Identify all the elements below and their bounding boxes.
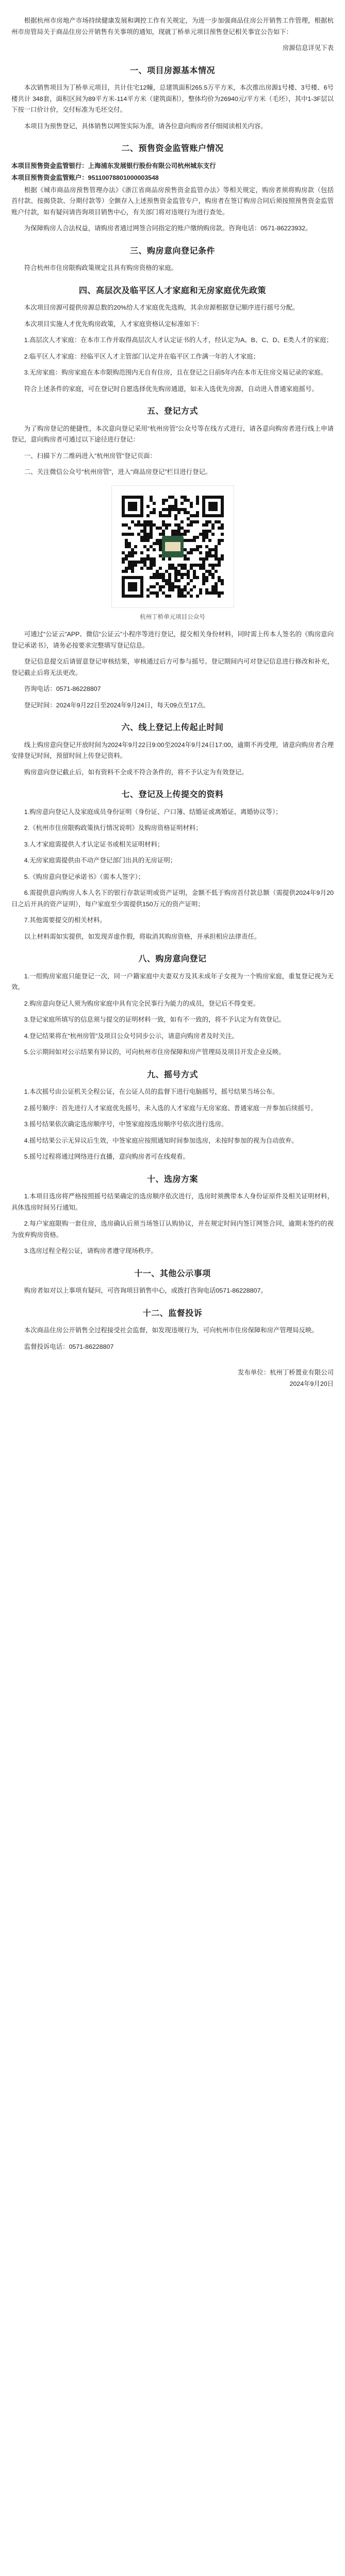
paragraph: 2.《杭州市住房限购政策执行情况说明》及购房资格证明材料； <box>24 824 202 832</box>
paragraph: 1.高层次人才家庭：在本市工作并取得高层次人才认定证书的人才，经认定为A、B、C、D、E类人才的家庭； <box>24 336 333 344</box>
paragraph: 1.购房意向登记人及家庭成员身份证明（身份证、户口簿、结婚证或离婚证、离婚协议等）； <box>24 808 282 816</box>
paragraph: 根据《城市商品房预售管理办法》《浙江省商品房预售资金监管办法》等相关规定，购房者须将购房款（包括首付款、按揭贷款、分期付款等）全额存入上述预售资金监管专户，购房者在签订购房合同后须按照预售资金监管账户付款，如有疑问请咨询项目销售中心，有关部门将对违规行为进行查处。 <box>11 186 334 216</box>
paragraph: 本次项目实施人才优先购房政策，人才家庭资格认定标准如下： <box>24 320 203 328</box>
section-title: 八、购房意向登记 <box>138 955 207 963</box>
paragraph: 1.一组购房家庭只能登记一次，同一户籍家庭中夫妻双方及其未成年子女视为一个购房家庭，重复登记视为无效。 <box>11 972 334 991</box>
paragraph: 符合上述条件的家庭，可在登记时自愿选择优先购房通道，如未入选优先房源，自动进入普通家庭摇号。 <box>24 385 318 393</box>
paragraph: 一、扫描下方二维码进入“杭州房管”登记页面： <box>24 452 156 460</box>
section-title: 十、选房方案 <box>146 1175 198 1184</box>
paragraph: 监督投诉电话：0571-86228807 <box>24 1343 114 1350</box>
paragraph: 2.购房意向登记人须为购房家庭中具有完全民事行为能力的成员，登记后不得变更。 <box>24 999 260 1007</box>
qr-block <box>11 485 334 623</box>
section-title: 四、高层次及临平区人才家庭和无房家庭优先政策 <box>78 286 266 295</box>
paragraph: 购房意向登记截止后，如有资料不全或不符合条件的，将不予认定为有效登记。 <box>24 768 248 776</box>
section-9 <box>11 1070 334 1163</box>
section-3 <box>11 246 334 274</box>
paragraph: 本项目为预售登记，具体销售以网签实际为准，请各位意向购房者仔细阅读相关内容。 <box>24 122 267 130</box>
paragraph: 4.无房家庭需提供由不动产登记部门出具的无房证明； <box>24 857 177 864</box>
paragraph: 2.摇号顺序：首先进行人才家庭优先摇号，未入选的人才家庭与无房家庭、普通家庭一并参加后续摇号。 <box>24 1104 317 1112</box>
paragraph: 7.其他需要提交的相关材料。 <box>24 917 106 924</box>
section-2 <box>11 143 334 234</box>
paragraph: 以上材料需如实提供，如发现弄虚作假，将取消其购房资格，并承担相应法律责任。 <box>24 933 261 940</box>
intro-sign: 房源信息详见下表 <box>282 44 334 52</box>
section-5 <box>11 406 334 711</box>
paragraph: 5.《购房意向登记承诺书》（需本人签字）； <box>24 873 145 880</box>
paragraph: 6.需提供意向购房人本人名下的银行存款证明或资产证明，金额不低于购房首付款总额（需提供2024年9月20日之后开具的资产证明），每户家庭至少需提供150万元的资产证明； <box>11 889 334 908</box>
section-title: 九、摇号方式 <box>146 1070 198 1079</box>
paragraph: 4.登记结果将在“杭州房管”及项目公众号同步公示，请意向购房者及时关注。 <box>24 1032 238 1040</box>
section-6 <box>11 722 334 778</box>
paragraph: 为保障购房人合法权益，请购房者通过网签合同指定的账户缴纳购房款。咨询电话：0571-86223932。 <box>24 225 312 232</box>
paragraph: 登记信息提交后请留意登记审核结果，审核通过后方可参与摇号。登记期间内可对登记信息进行修改和补充，登记截止后将无法更改。 <box>11 658 334 676</box>
section-11 <box>11 1268 334 1297</box>
paragraph: 3.选房过程全程公证，请购房者遵守现场秩序。 <box>24 1247 157 1255</box>
paragraph: 可通过“公证云”APP、微信“公证云”小程序等进行登记，提交相关身份材料，同时需上传本人签名的《购房意向登记承诺书》，请务必按要求完整填写登记信息。 <box>11 631 334 649</box>
paragraph: 购房者如对以上事项有疑问，可咨询项目销售中心，或拨打咨询电话0571-86228807。 <box>24 1287 267 1294</box>
paragraph: 本次项目房源可提供房源总数的20%给人才家庭优先选购，其余房源根据登记顺序进行摇号分配。 <box>24 304 299 311</box>
paragraph: 符合杭州市住房限购政策规定且具有购房资格的家庭。 <box>24 264 178 272</box>
paragraph: 线上购房意向登记开放时间为2024年9月22日9:00至2024年9月24日17:00，逾期不再受理，请意向购房者合理安排登记时间，预留时间上传登记资料。 <box>11 741 334 759</box>
paragraph: 本次商品住房公开销售全过程接受社会监督，如发现违规行为，可向杭州市住房保障和房产管理局反映。 <box>24 1327 318 1334</box>
section-title: 三、购房意向登记条件 <box>129 246 215 256</box>
paragraph: 3.摇号结果依次确定选房顺序号，中签家庭按选房顺序号依次进行选房。 <box>24 1121 228 1128</box>
paragraph: 3.人才家庭需提供人才认定证书或相关证明材料； <box>24 840 164 848</box>
paragraph: 4.摇号结果公示无异议后生效，中签家庭应按照通知时间参加选房，未按时参加的视为自动放弃。 <box>24 1137 298 1144</box>
sections-container <box>11 65 334 1353</box>
section-12 <box>11 1308 334 1353</box>
paragraph: 3.登记家庭所填写的信息须与提交的证明材料一致，如有不一致的，将不予认定为有效登记。 <box>24 1016 285 1023</box>
section-title: 一、项目房源基本情况 <box>129 66 215 75</box>
section-title: 六、线上登记上传起止时间 <box>121 723 224 732</box>
paragraph: 本次销售项目为丁桥单元项目，共计住宅12幢，总建筑面积265.5万平方米，本次推出房源1号楼、3号楼、6号楼共计 348套，面积区间为89平方米-114平方米（建筑面积），整体均价为26940元/平方米（毛坯），其中1-3F层以下按一口价计价，交付标准为毛坯交付。 <box>11 84 334 113</box>
paragraph: 3.无房家庭：购房家庭在本市限购范围内无自有住房，且在登记之日前5年内在本市无住房交易记录的家庭。 <box>24 369 327 376</box>
section-4 <box>11 285 334 395</box>
paragraph: 咨询电话：0571-86228807 <box>24 685 101 692</box>
section-8 <box>11 954 334 1058</box>
footer-signature <box>11 1367 334 1389</box>
section-title: 五、登记方式 <box>146 407 198 416</box>
section-10 <box>11 1174 334 1257</box>
bold-line: 本项目预售资金监管账户：95110078801000003548 <box>11 174 159 181</box>
section-title: 十一、其他公示事项 <box>134 1269 211 1278</box>
paragraph: 1.本次摇号由公证机关全程公证，在公证人员的监督下进行电脑摇号，摇号结果当场公布。 <box>24 1088 279 1095</box>
paragraph: 二、关注微信公众号“杭州房管”，进入“商品房登记”栏目进行登记。 <box>24 468 212 476</box>
paragraph: 为了购房登记的便捷性，本次意向登记采用“杭州房管”公众号等在线方式进行，请各意向购房者进行线上申请登记，意向购房者可通过以下途径进行登记： <box>11 425 334 443</box>
footer-date: 2024年9月20日 <box>289 1380 334 1387</box>
qr-code <box>111 485 234 608</box>
paragraph: 2.每户家庭限购一套住房，选房确认后须当场签订认购协议，并在规定时间内签订网签合同，逾期未签约的视为放弃购房资格。 <box>11 1220 334 1239</box>
paragraph: 5.摇号过程将通过网络进行直播，意向购房者可在线观看。 <box>24 1153 189 1160</box>
section-title: 十二、监督投诉 <box>142 1309 203 1318</box>
bold-line: 本项目预售资金监管银行：上海浦东发展银行股份有限公司杭州城东支行 <box>11 162 216 170</box>
paragraph: 1.本项目选房将严格按照摇号结果确定的选房顺序依次进行，选房时须携带本人身份证原件及相关证明材料，具体选房时间另行通知。 <box>11 1193 334 1211</box>
paragraph: 5.公示期间如对公示结果有异议的，可向杭州市住房保障和房产管理局及项目开发企业反映。 <box>24 1048 285 1056</box>
section-title: 七、登记及上传提交的资料 <box>121 790 224 799</box>
paragraph: 登记时间：2024年9月22日至2024年9月24日，每天09点至17点。 <box>24 701 210 709</box>
footer-company: 发布单位：杭州丁桥置业有限公司 <box>238 1369 334 1376</box>
qr-caption: 杭州丁桥单元项目公众号 <box>140 614 205 620</box>
section-title: 二、预售资金监管账户情况 <box>121 144 224 153</box>
section-1 <box>11 65 334 132</box>
paragraph: 2.临平区人才家庭：经临平区人才主管部门认定并在临平区工作满一年的人才家庭； <box>24 352 260 360</box>
section-7 <box>11 789 334 942</box>
intro-paragraph: 根据杭州市房地产市场持续健康发展和调控工作有关规定，为进一步加强商品住房公开销售工作管理，根据杭州市房管局关于商品住房公开销售有关事项的通知，现就丁桥单元项目预售登记相关事宜公告如下： <box>11 17 334 36</box>
